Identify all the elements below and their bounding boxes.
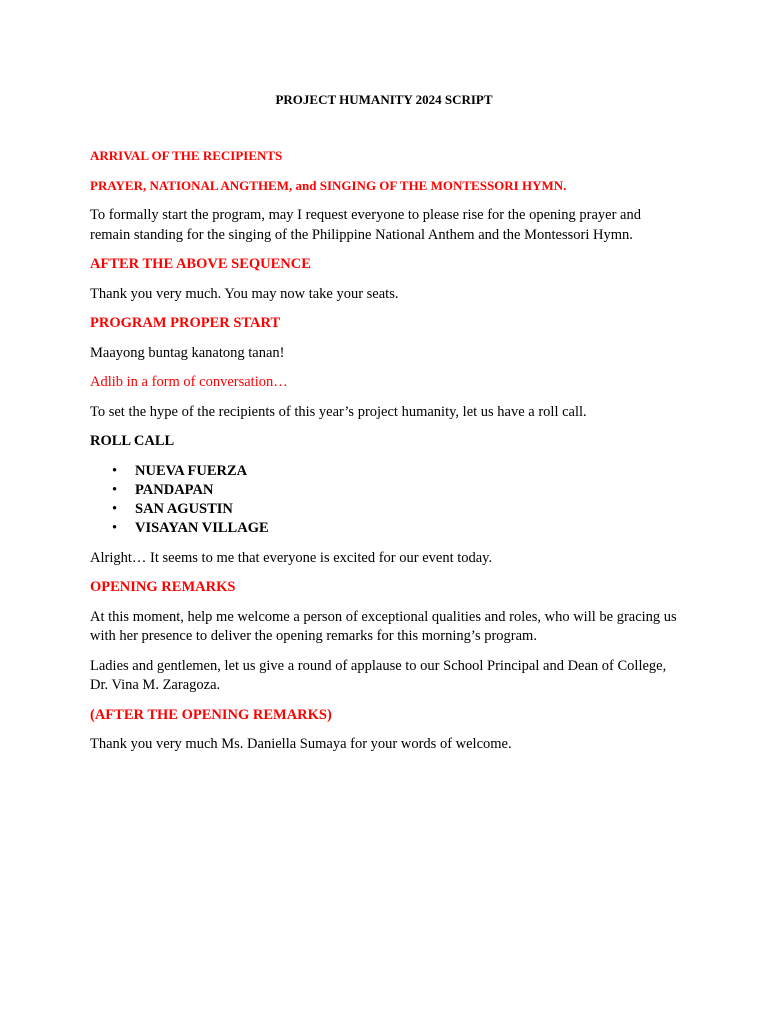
section-heading-prayer: PRAYER, NATIONAL ANGTHEM, and SINGING OF THE MONTESSORI HYMN. [90, 177, 567, 193]
roll-call-list [90, 462, 680, 539]
bullet-icon: • [112, 462, 118, 479]
paragraph-roll-call-intro: To set the hype of the recipients of this year’s project humanity, let us have a roll call. [90, 403, 587, 420]
paragraph-introduce-principal: Ladies and gentlemen, let us give a round of applause to our School Principal and Dean of College, Dr. Vina M. Zaragoza. [90, 657, 667, 694]
paragraph-excited: Alright… It seems to me that everyone is excited for our event today. [90, 549, 493, 566]
paragraph-welcome-speaker: At this moment, help me welcome a person of exceptional qualities and roles, who will be gracing us with her presence to deliver the opening remarks for this morning’s program. [90, 608, 677, 645]
section-heading-opening-remarks: OPENING REMARKS [90, 579, 236, 596]
bullet-icon: • [112, 501, 118, 518]
roll-call-item [90, 462, 680, 481]
roll-call-item-label: SAN AGUSTIN [135, 501, 233, 518]
roll-call-item-label: PANDAPAN [135, 481, 214, 498]
roll-call-item-label: VISAYAN VILLAGE [135, 520, 269, 537]
roll-call-item [90, 500, 680, 519]
section-heading-arrival: ARRIVAL OF THE RECIPIENTS [90, 148, 283, 163]
roll-call-item [90, 519, 680, 538]
paragraph-greeting: Maayong buntag kanatong tanan! [90, 344, 285, 361]
bullet-icon: • [112, 520, 118, 537]
document-body [90, 147, 680, 765]
paragraph-adlib-note: Adlib in a form of conversation… [90, 374, 288, 390]
roll-call-heading: ROLL CALL [90, 433, 175, 449]
paragraph-take-seats: Thank you very much. You may now take your seats. [90, 285, 399, 302]
section-heading-after-sequence: AFTER THE ABOVE SEQUENCE [90, 256, 311, 272]
paragraph-prayer-request: To formally start the program, may I request everyone to please rise for the opening prayer and remain standing for the singing of the Philippine National Anthem and the Montessori Hymn. [90, 207, 641, 243]
document-title: PROJECT HUMANITY 2024 SCRIPT [275, 92, 493, 107]
roll-call-item [90, 481, 680, 500]
section-heading-program-start: PROGRAM PROPER START [90, 315, 281, 331]
paragraph-thank-speaker: Thank you very much Ms. Daniella Sumaya for your words of welcome. [90, 736, 512, 753]
bullet-icon: • [112, 481, 118, 498]
roll-call-item-label: NUEVA FUERZA [135, 462, 248, 479]
section-heading-after-opening: (AFTER THE OPENING REMARKS) [90, 706, 332, 723]
